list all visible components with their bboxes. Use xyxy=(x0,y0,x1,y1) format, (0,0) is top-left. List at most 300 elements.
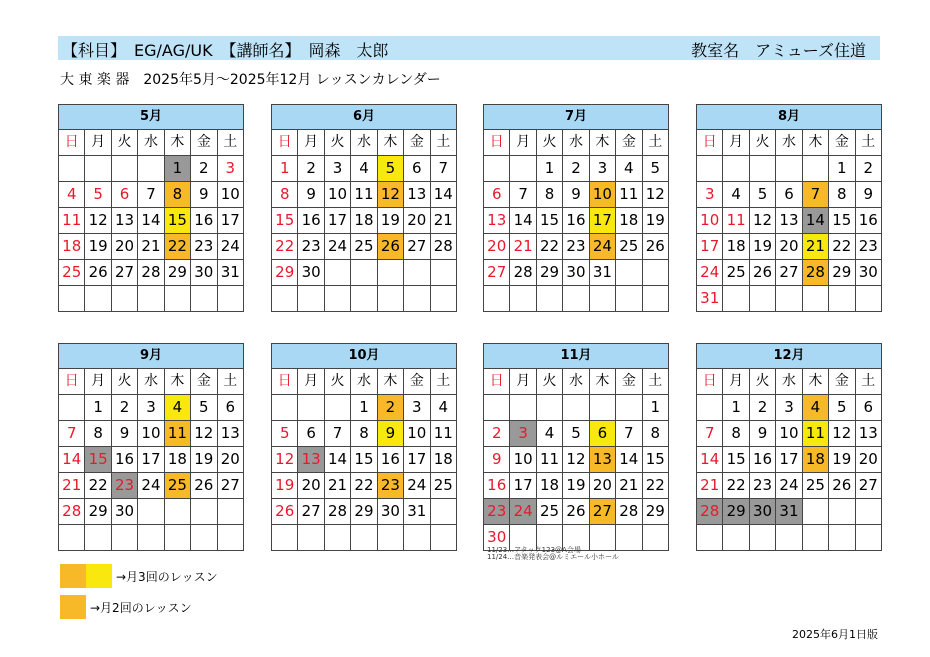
weekday-header: 土 xyxy=(217,130,243,156)
day-cell: 15 xyxy=(164,208,190,234)
day-cell: 25 xyxy=(59,260,85,286)
day-cell xyxy=(430,260,456,286)
day-cell: 26 xyxy=(191,473,217,499)
day-cell: 21 xyxy=(59,473,85,499)
day-cell: 4 xyxy=(59,182,85,208)
day-cell: 7 xyxy=(138,182,164,208)
day-cell: 31 xyxy=(776,499,802,525)
weekday-header: 金 xyxy=(191,369,217,395)
day-cell: 5 xyxy=(85,182,111,208)
weekday-header: 火 xyxy=(111,130,137,156)
day-cell xyxy=(111,525,137,551)
day-cell xyxy=(829,499,855,525)
day-cell: 13 xyxy=(298,447,324,473)
day-cell xyxy=(377,286,403,312)
day-cell: 9 xyxy=(855,182,881,208)
month-calendar xyxy=(696,343,882,551)
legend-swatch-orange xyxy=(60,595,86,619)
day-cell: 2 xyxy=(484,421,510,447)
weekday-header: 土 xyxy=(217,369,243,395)
day-cell: 9 xyxy=(191,182,217,208)
day-cell xyxy=(802,525,828,551)
weekday-header: 月 xyxy=(723,369,749,395)
day-cell: 29 xyxy=(85,499,111,525)
day-cell: 31 xyxy=(217,260,243,286)
day-cell: 1 xyxy=(723,395,749,421)
month-calendar xyxy=(483,343,669,551)
day-cell xyxy=(776,525,802,551)
day-cell: 6 xyxy=(404,156,430,182)
day-cell: 26 xyxy=(642,234,668,260)
day-cell xyxy=(723,156,749,182)
day-cell: 28 xyxy=(510,260,536,286)
day-cell: 8 xyxy=(829,182,855,208)
day-cell: 12 xyxy=(749,208,775,234)
day-cell xyxy=(59,525,85,551)
day-cell xyxy=(191,499,217,525)
weekday-header: 土 xyxy=(642,130,668,156)
day-cell xyxy=(377,525,403,551)
day-cell: 20 xyxy=(404,208,430,234)
day-cell: 3 xyxy=(697,182,723,208)
day-cell xyxy=(642,260,668,286)
day-cell: 13 xyxy=(111,208,137,234)
day-cell xyxy=(616,525,642,551)
day-cell: 28 xyxy=(430,234,456,260)
event-notes xyxy=(487,547,619,561)
weekday-header: 水 xyxy=(776,369,802,395)
day-cell: 18 xyxy=(164,447,190,473)
day-cell xyxy=(563,395,589,421)
day-cell: 23 xyxy=(377,473,403,499)
weekday-header: 水 xyxy=(776,130,802,156)
day-cell xyxy=(430,499,456,525)
day-cell: 12 xyxy=(85,208,111,234)
day-cell: 26 xyxy=(829,473,855,499)
day-cell xyxy=(85,286,111,312)
day-cell xyxy=(802,499,828,525)
day-cell: 29 xyxy=(829,260,855,286)
event-note: 11/23…アタック123@A会場 xyxy=(487,546,581,554)
day-cell: 16 xyxy=(563,208,589,234)
weekday-header: 木 xyxy=(802,369,828,395)
day-cell: 4 xyxy=(723,182,749,208)
day-cell xyxy=(563,286,589,312)
day-cell: 18 xyxy=(351,208,377,234)
day-cell xyxy=(191,286,217,312)
day-cell: 16 xyxy=(298,208,324,234)
weekday-header: 月 xyxy=(85,130,111,156)
day-cell xyxy=(430,286,456,312)
day-cell: 6 xyxy=(217,395,243,421)
day-cell xyxy=(616,395,642,421)
day-cell: 9 xyxy=(111,421,137,447)
day-cell xyxy=(217,499,243,525)
day-cell xyxy=(138,286,164,312)
day-cell: 27 xyxy=(589,499,615,525)
day-cell xyxy=(324,286,350,312)
day-cell: 27 xyxy=(217,473,243,499)
edition-date: 2025年6月1日版 xyxy=(792,628,878,641)
day-cell: 4 xyxy=(616,156,642,182)
day-cell: 18 xyxy=(430,447,456,473)
day-cell: 24 xyxy=(510,499,536,525)
day-cell: 24 xyxy=(404,473,430,499)
day-cell: 26 xyxy=(377,234,403,260)
day-cell: 10 xyxy=(404,421,430,447)
day-cell: 29 xyxy=(723,499,749,525)
day-cell: 25 xyxy=(802,473,828,499)
day-cell: 12 xyxy=(377,182,403,208)
day-cell: 26 xyxy=(563,499,589,525)
day-cell xyxy=(642,286,668,312)
weekday-header: 日 xyxy=(272,369,298,395)
day-cell xyxy=(272,395,298,421)
day-cell xyxy=(484,395,510,421)
day-cell xyxy=(298,286,324,312)
day-cell: 13 xyxy=(484,208,510,234)
day-cell: 27 xyxy=(111,260,137,286)
weekday-header: 日 xyxy=(59,130,85,156)
day-cell: 12 xyxy=(563,447,589,473)
day-cell: 14 xyxy=(616,447,642,473)
day-cell: 10 xyxy=(138,421,164,447)
day-cell: 6 xyxy=(484,182,510,208)
day-cell: 27 xyxy=(298,499,324,525)
day-cell: 21 xyxy=(616,473,642,499)
day-cell: 22 xyxy=(829,234,855,260)
day-cell: 26 xyxy=(272,499,298,525)
day-cell xyxy=(377,260,403,286)
day-cell: 11 xyxy=(351,182,377,208)
weekday-header: 日 xyxy=(272,130,298,156)
day-cell: 14 xyxy=(59,447,85,473)
day-cell: 19 xyxy=(272,473,298,499)
weekday-header: 木 xyxy=(377,369,403,395)
day-cell: 1 xyxy=(536,156,562,182)
weekday-header: 木 xyxy=(164,130,190,156)
day-cell: 20 xyxy=(217,447,243,473)
day-cell: 3 xyxy=(510,421,536,447)
day-cell: 30 xyxy=(191,260,217,286)
month-title: 8月 xyxy=(697,105,882,130)
day-cell: 9 xyxy=(563,182,589,208)
day-cell: 10 xyxy=(510,447,536,473)
day-cell: 12 xyxy=(272,447,298,473)
weekday-header: 土 xyxy=(855,130,881,156)
day-cell: 6 xyxy=(111,182,137,208)
day-cell: 28 xyxy=(59,499,85,525)
day-cell: 22 xyxy=(642,473,668,499)
weekday-header: 日 xyxy=(484,369,510,395)
day-cell: 5 xyxy=(272,421,298,447)
day-cell xyxy=(217,286,243,312)
day-cell xyxy=(697,395,723,421)
day-cell: 16 xyxy=(191,208,217,234)
day-cell xyxy=(749,156,775,182)
day-cell xyxy=(616,260,642,286)
day-cell xyxy=(642,525,668,551)
day-cell: 25 xyxy=(430,473,456,499)
day-cell: 21 xyxy=(697,473,723,499)
day-cell: 4 xyxy=(802,395,828,421)
weekday-header: 月 xyxy=(510,369,536,395)
month-title: 5月 xyxy=(59,105,244,130)
day-cell: 11 xyxy=(723,208,749,234)
classroom-label: 教室名 アミューズ住道 xyxy=(691,41,866,60)
day-cell: 15 xyxy=(536,208,562,234)
day-cell: 2 xyxy=(855,156,881,182)
month-calendar xyxy=(58,343,244,551)
day-cell: 7 xyxy=(697,421,723,447)
day-cell: 17 xyxy=(589,208,615,234)
day-cell xyxy=(272,286,298,312)
day-cell: 31 xyxy=(589,260,615,286)
weekday-header: 月 xyxy=(510,130,536,156)
day-cell: 21 xyxy=(430,208,456,234)
day-cell: 13 xyxy=(404,182,430,208)
day-cell: 11 xyxy=(802,421,828,447)
month-title: 6月 xyxy=(272,105,457,130)
day-cell: 28 xyxy=(616,499,642,525)
day-cell: 23 xyxy=(191,234,217,260)
day-cell xyxy=(723,286,749,312)
weekday-header: 水 xyxy=(563,369,589,395)
day-cell xyxy=(855,499,881,525)
day-cell: 8 xyxy=(536,182,562,208)
day-cell: 21 xyxy=(324,473,350,499)
day-cell: 13 xyxy=(776,208,802,234)
day-cell: 3 xyxy=(404,395,430,421)
weekday-header: 日 xyxy=(697,369,723,395)
weekday-header: 水 xyxy=(138,130,164,156)
legend-three-lessons xyxy=(60,564,218,588)
weekday-header: 金 xyxy=(191,130,217,156)
day-cell: 8 xyxy=(351,421,377,447)
day-cell: 5 xyxy=(749,182,775,208)
day-cell: 5 xyxy=(191,395,217,421)
day-cell: 10 xyxy=(776,421,802,447)
weekday-header: 火 xyxy=(749,369,775,395)
month-calendar xyxy=(271,343,457,551)
day-cell xyxy=(829,525,855,551)
day-cell: 9 xyxy=(298,182,324,208)
day-cell: 15 xyxy=(642,447,668,473)
day-cell xyxy=(298,395,324,421)
day-cell: 7 xyxy=(430,156,456,182)
day-cell: 17 xyxy=(776,447,802,473)
day-cell: 16 xyxy=(111,447,137,473)
weekday-header: 木 xyxy=(589,130,615,156)
day-cell: 8 xyxy=(723,421,749,447)
weekday-header: 木 xyxy=(377,130,403,156)
day-cell: 22 xyxy=(351,473,377,499)
day-cell: 12 xyxy=(191,421,217,447)
day-cell: 24 xyxy=(776,473,802,499)
day-cell: 5 xyxy=(563,421,589,447)
day-cell xyxy=(59,156,85,182)
day-cell: 15 xyxy=(85,447,111,473)
weekday-header: 金 xyxy=(616,369,642,395)
day-cell: 8 xyxy=(164,182,190,208)
day-cell: 17 xyxy=(510,473,536,499)
day-cell: 18 xyxy=(616,208,642,234)
day-cell: 5 xyxy=(377,156,403,182)
day-cell: 21 xyxy=(802,234,828,260)
day-cell: 3 xyxy=(217,156,243,182)
day-cell xyxy=(536,286,562,312)
day-cell xyxy=(697,156,723,182)
weekday-header: 水 xyxy=(563,130,589,156)
day-cell: 28 xyxy=(138,260,164,286)
weekday-header: 金 xyxy=(404,130,430,156)
day-cell: 7 xyxy=(59,421,85,447)
day-cell: 2 xyxy=(111,395,137,421)
day-cell: 24 xyxy=(589,234,615,260)
weekday-header: 木 xyxy=(802,130,828,156)
day-cell: 1 xyxy=(351,395,377,421)
day-cell: 9 xyxy=(484,447,510,473)
day-cell: 20 xyxy=(111,234,137,260)
day-cell: 1 xyxy=(85,395,111,421)
day-cell: 28 xyxy=(324,499,350,525)
day-cell: 8 xyxy=(642,421,668,447)
day-cell xyxy=(430,525,456,551)
weekday-header: 火 xyxy=(111,369,137,395)
day-cell xyxy=(217,525,243,551)
day-cell: 23 xyxy=(855,234,881,260)
day-cell: 17 xyxy=(404,447,430,473)
day-cell xyxy=(616,286,642,312)
weekday-header: 木 xyxy=(589,369,615,395)
legend-three-label: →月3回のレッスン xyxy=(116,569,218,584)
day-cell xyxy=(776,286,802,312)
day-cell: 4 xyxy=(536,421,562,447)
day-cell: 14 xyxy=(697,447,723,473)
day-cell: 29 xyxy=(536,260,562,286)
day-cell: 24 xyxy=(697,260,723,286)
day-cell xyxy=(272,525,298,551)
day-cell: 20 xyxy=(776,234,802,260)
day-cell xyxy=(138,156,164,182)
weekday-header: 日 xyxy=(697,130,723,156)
day-cell: 1 xyxy=(272,156,298,182)
weekday-header: 土 xyxy=(855,369,881,395)
day-cell: 4 xyxy=(164,395,190,421)
day-cell xyxy=(351,286,377,312)
day-cell: 21 xyxy=(510,234,536,260)
day-cell: 3 xyxy=(324,156,350,182)
day-cell: 19 xyxy=(749,234,775,260)
day-cell: 17 xyxy=(217,208,243,234)
day-cell: 6 xyxy=(776,182,802,208)
month-calendar xyxy=(483,104,669,312)
day-cell: 10 xyxy=(324,182,350,208)
day-cell: 10 xyxy=(217,182,243,208)
day-cell xyxy=(59,286,85,312)
weekday-header: 日 xyxy=(59,369,85,395)
day-cell xyxy=(298,525,324,551)
day-cell: 19 xyxy=(85,234,111,260)
day-cell: 6 xyxy=(589,421,615,447)
day-cell: 27 xyxy=(404,234,430,260)
month-title: 7月 xyxy=(484,105,669,130)
day-cell: 8 xyxy=(85,421,111,447)
day-cell: 25 xyxy=(616,234,642,260)
legend-two-lessons xyxy=(60,595,192,619)
day-cell xyxy=(351,525,377,551)
day-cell: 14 xyxy=(430,182,456,208)
day-cell: 11 xyxy=(616,182,642,208)
weekday-header: 火 xyxy=(324,369,350,395)
day-cell: 29 xyxy=(351,499,377,525)
weekday-header: 日 xyxy=(484,130,510,156)
weekday-header: 火 xyxy=(749,130,775,156)
month-title: 11月 xyxy=(484,344,669,369)
subject-teacher-label: 【科目】 EG/AG/UK 【講師名】 岡森 太郎 xyxy=(62,41,389,60)
month-title: 9月 xyxy=(59,344,244,369)
day-cell: 1 xyxy=(642,395,668,421)
day-cell: 30 xyxy=(111,499,137,525)
day-cell xyxy=(164,499,190,525)
day-cell xyxy=(510,286,536,312)
day-cell xyxy=(749,286,775,312)
day-cell: 29 xyxy=(164,260,190,286)
weekday-header: 月 xyxy=(298,369,324,395)
day-cell: 3 xyxy=(138,395,164,421)
day-cell: 14 xyxy=(802,208,828,234)
day-cell xyxy=(802,156,828,182)
day-cell xyxy=(111,156,137,182)
month-calendar xyxy=(58,104,244,312)
day-cell: 17 xyxy=(324,208,350,234)
day-cell: 22 xyxy=(723,473,749,499)
day-cell: 9 xyxy=(377,421,403,447)
weekday-header: 金 xyxy=(404,369,430,395)
day-cell: 21 xyxy=(138,234,164,260)
weekday-header: 土 xyxy=(430,369,456,395)
day-cell xyxy=(138,525,164,551)
day-cell: 23 xyxy=(749,473,775,499)
day-cell: 27 xyxy=(855,473,881,499)
day-cell: 14 xyxy=(324,447,350,473)
day-cell: 24 xyxy=(138,473,164,499)
day-cell: 16 xyxy=(377,447,403,473)
day-cell: 12 xyxy=(642,182,668,208)
day-cell: 11 xyxy=(430,421,456,447)
weekday-header: 金 xyxy=(829,130,855,156)
day-cell xyxy=(855,286,881,312)
weekday-header: 木 xyxy=(164,369,190,395)
day-cell xyxy=(351,260,377,286)
month-calendar xyxy=(696,104,882,312)
day-cell: 23 xyxy=(111,473,137,499)
weekday-header: 火 xyxy=(536,369,562,395)
day-cell: 4 xyxy=(351,156,377,182)
day-cell xyxy=(85,525,111,551)
day-cell: 11 xyxy=(536,447,562,473)
day-cell: 19 xyxy=(191,447,217,473)
day-cell: 1 xyxy=(164,156,190,182)
day-cell: 31 xyxy=(404,499,430,525)
weekday-header: 火 xyxy=(536,130,562,156)
day-cell: 4 xyxy=(430,395,456,421)
day-cell xyxy=(324,525,350,551)
day-cell: 16 xyxy=(484,473,510,499)
day-cell: 2 xyxy=(298,156,324,182)
day-cell: 13 xyxy=(589,447,615,473)
header-bar xyxy=(58,36,880,60)
